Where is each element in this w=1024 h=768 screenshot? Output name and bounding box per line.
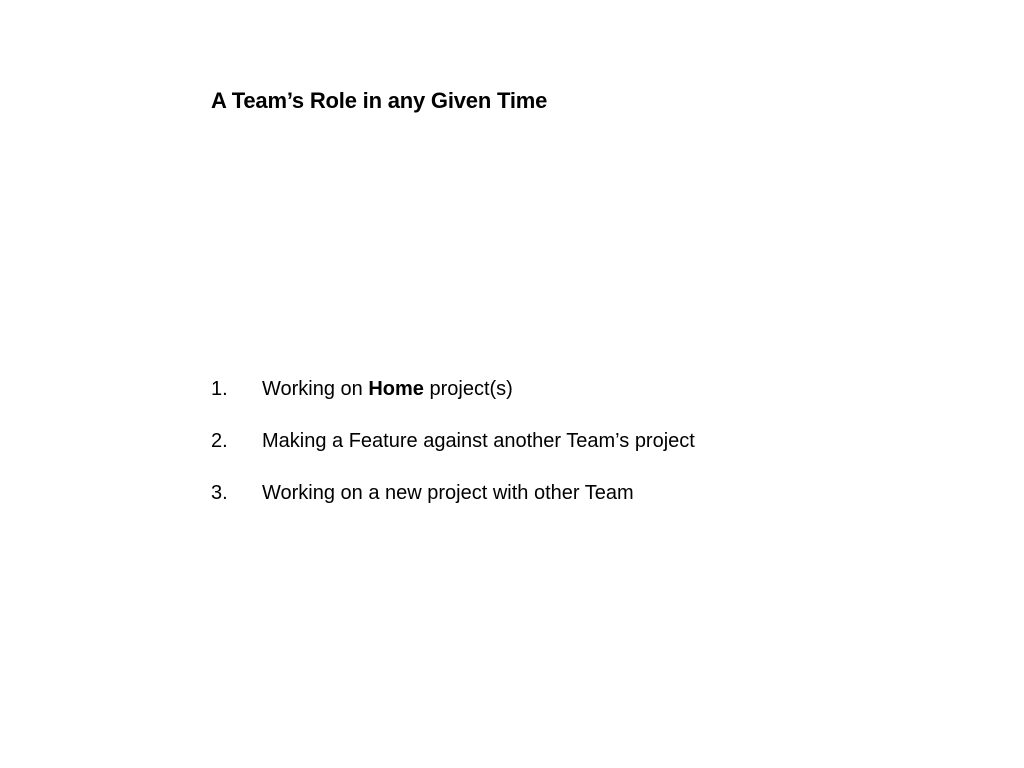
list-item-text: Making a Feature against another Team’s project	[262, 430, 695, 452]
list-item	[211, 482, 695, 534]
list-item-text	[262, 378, 513, 401]
list-item-text: Working on a new project with other Team	[262, 482, 634, 504]
list-item-bold-text: Home	[368, 378, 424, 400]
numbered-list	[211, 378, 695, 534]
list-item-number: 3.	[211, 482, 228, 504]
page-title: A Team’s Role in any Given Time	[211, 88, 548, 113]
list-item-text-part: project(s)	[423, 378, 513, 400]
list-item-text-part: Working on	[262, 378, 369, 400]
list-item	[211, 430, 695, 482]
list-item-number: 2.	[211, 430, 228, 452]
list-item	[211, 378, 695, 430]
list-item-number: 1.	[211, 378, 228, 400]
